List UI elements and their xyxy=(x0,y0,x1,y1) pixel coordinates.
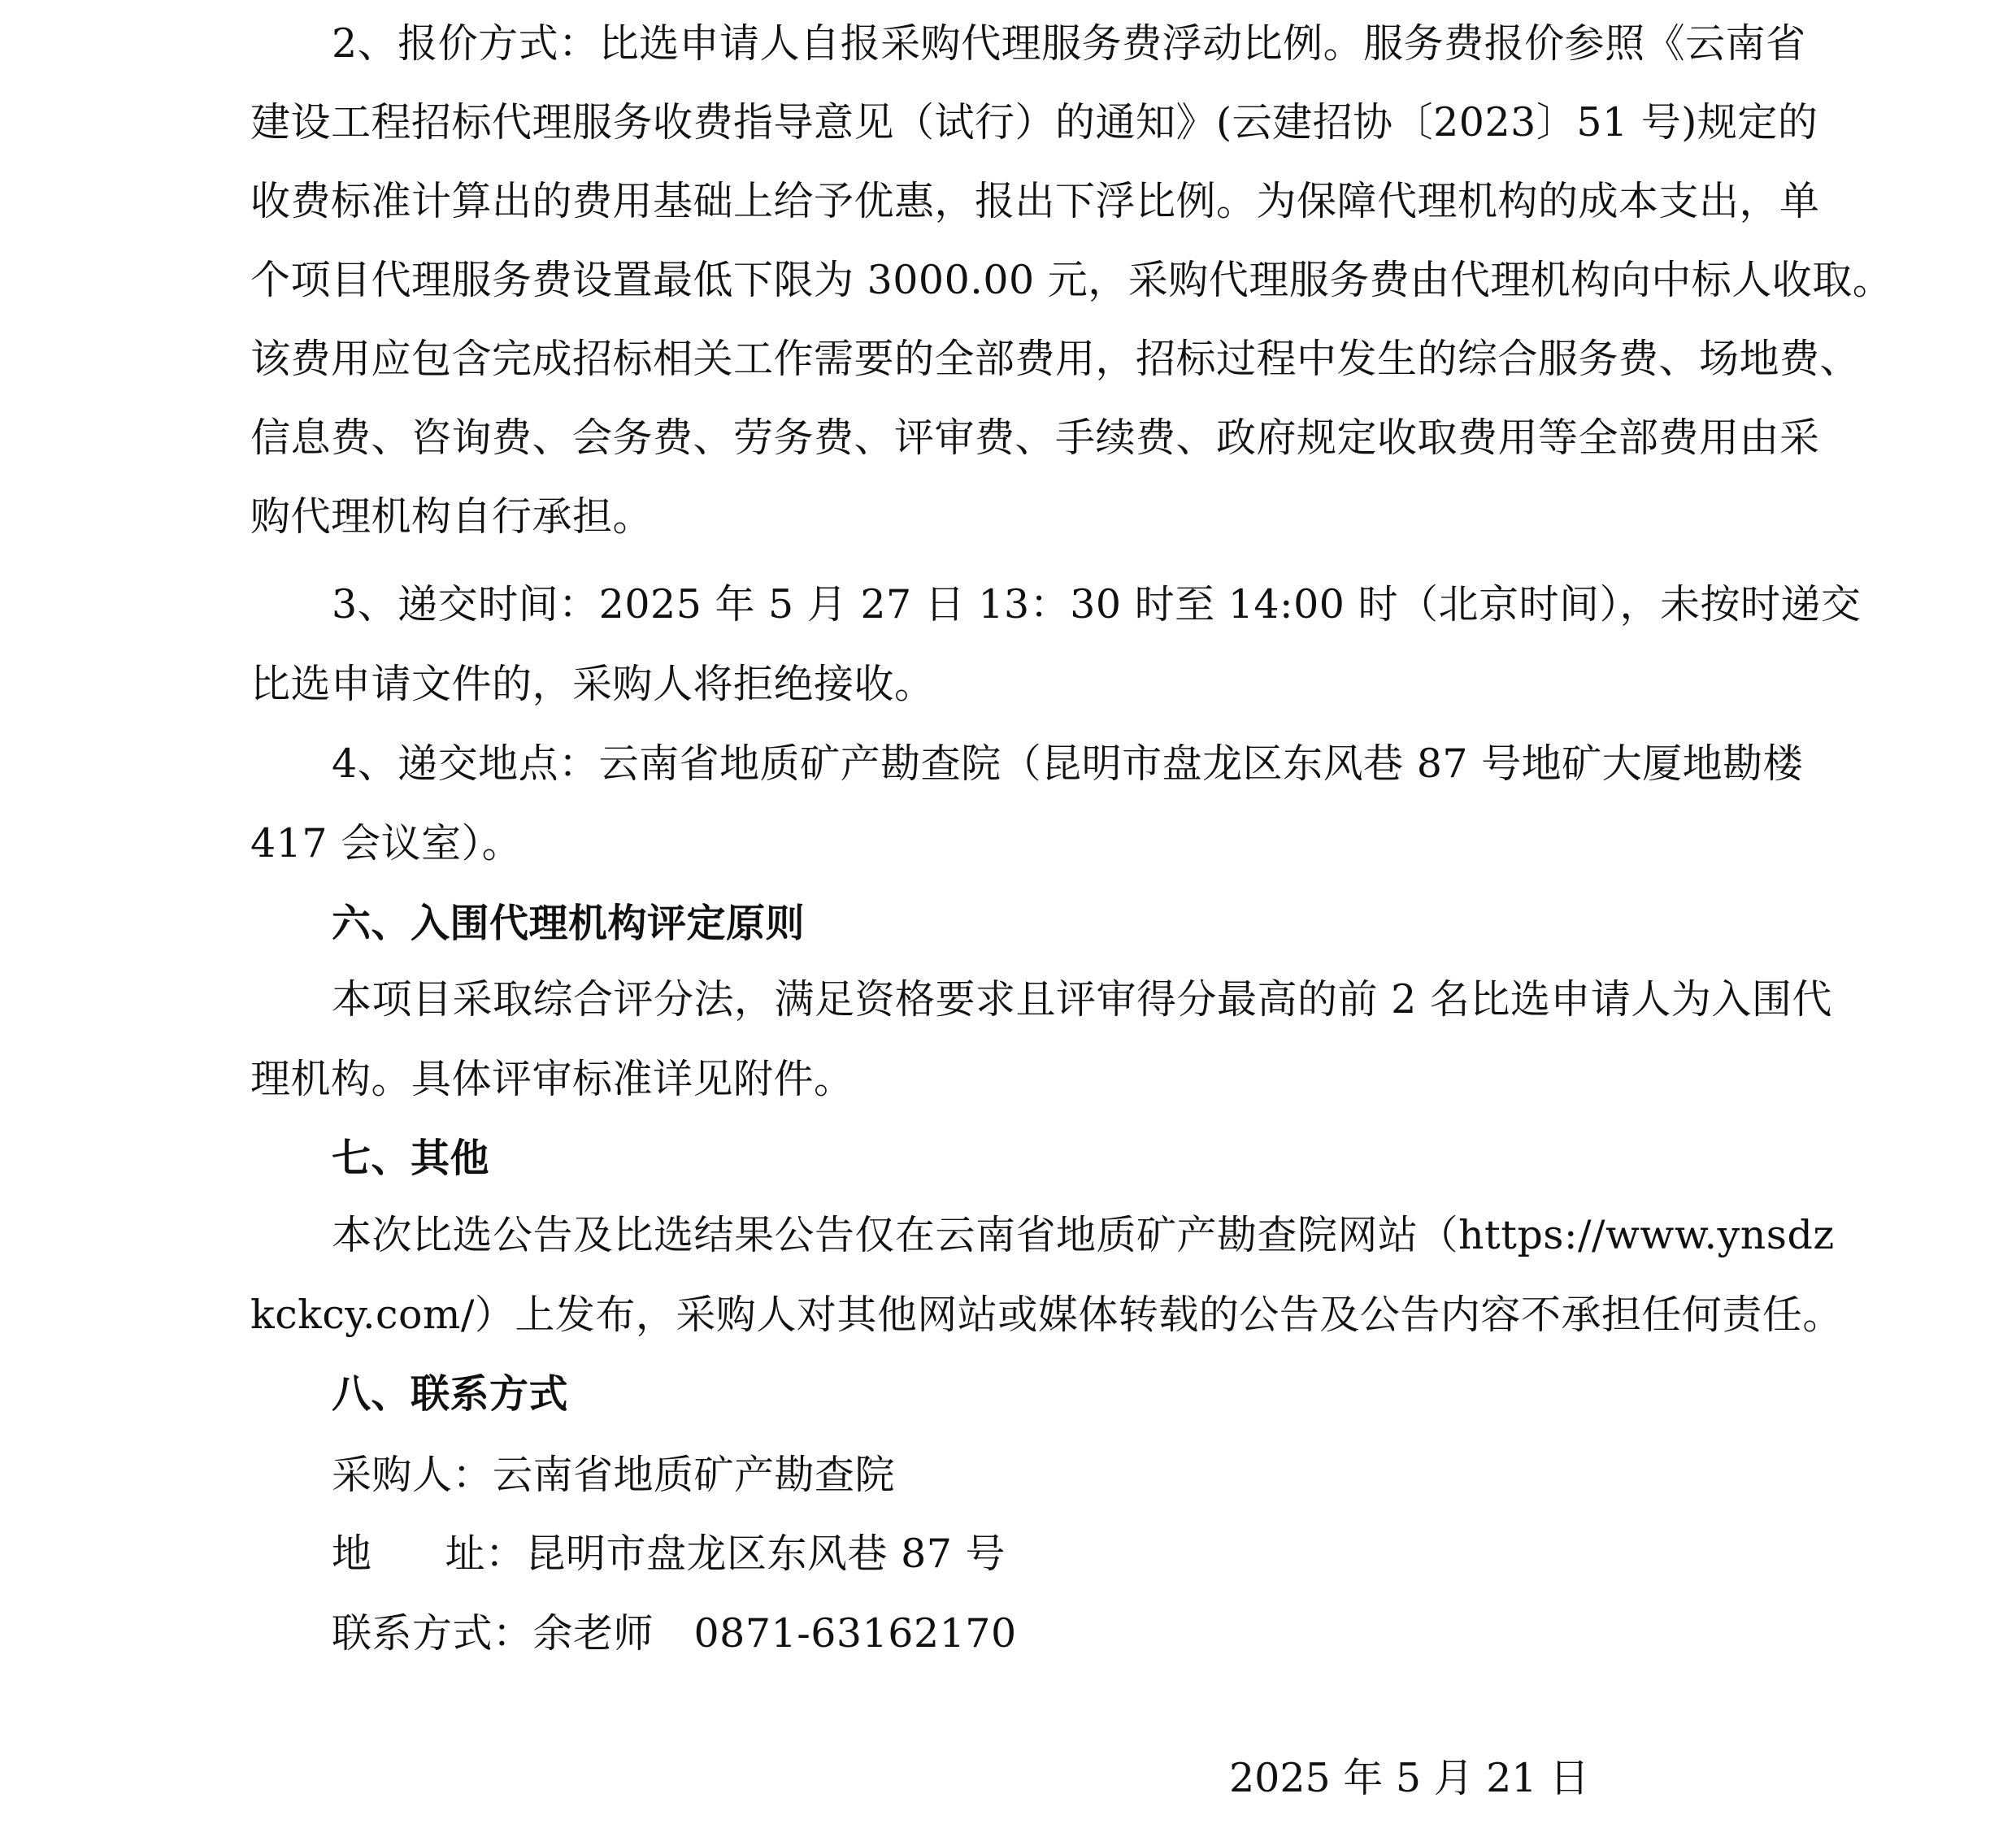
other-line-2: kckcy.com/）上发布，采购人对其他网站或媒体转载的公告及公告内容不承担任何责任。 xyxy=(250,1292,1843,1338)
section-heading-7: 七、其他 xyxy=(332,1136,490,1181)
quote-method-line-6: 信息费、咨询费、会务费、劳务费、评审费、手续费、政府规定收取费用等全部费用由采 xyxy=(250,415,1820,461)
submission-time-line-1: 3、递交时间：2025 年 5 月 27 日 13：30 时至 14:00 时（北京时间），未按时递交 xyxy=(332,581,1862,628)
quote-method-line-4: 个项目代理服务费设置最低下限为 3000.00 元，采购代理服务费由代理机构向中标人收取。 xyxy=(250,257,1893,303)
contact-address-label-start: 地 xyxy=(332,1531,372,1577)
contact-buyer: 采购人：云南省地质矿产勘查院 xyxy=(332,1452,896,1498)
submission-place-line-1: 4、递交地点：云南省地质矿产勘查院（昆明市盘龙区东风巷 87 号地矿大厦地勘楼 xyxy=(332,740,1804,787)
submission-place-line-2: 417 会议室）。 xyxy=(250,820,523,866)
contact-address-rest: 址：昆明市盘龙区东风巷 87 号 xyxy=(445,1531,1006,1577)
section-heading-6: 六、入围代理机构评定原则 xyxy=(332,901,806,946)
document-date: 2025 年 5 月 21 日 xyxy=(1229,1755,1590,1801)
other-line-1: 本次比选公告及比选结果公告仅在云南省地质矿产勘查院网站（https://www.ynsdz xyxy=(332,1212,1835,1258)
section-heading-8: 八、联系方式 xyxy=(332,1371,569,1417)
quote-method-line-1: 2、报价方式：比选申请人自报采购代理服务费浮动比例。服务费报价参照《云南省 xyxy=(332,20,1806,67)
quote-method-line-3: 收费标准计算出的费用基础上给予优惠，报出下浮比例。为保障代理机构的成本支出，单 xyxy=(250,178,1820,224)
evaluation-line-1: 本项目采取综合评分法，满足资格要求且评审得分最高的前 2 名比选申请人为入围代 xyxy=(332,976,1832,1023)
evaluation-line-2: 理机构。具体评审标准详见附件。 xyxy=(250,1056,854,1102)
submission-time-line-2: 比选申请文件的，采购人将拒绝接收。 xyxy=(250,661,935,707)
quote-method-line-7: 购代理机构自行承担。 xyxy=(250,493,654,540)
contact-phone: 联系方式：余老师 0871-63162170 xyxy=(332,1610,1017,1657)
quote-method-line-5: 该费用应包含完成招标相关工作需要的全部费用，招标过程中发生的综合服务费、场地费、 xyxy=(250,336,1861,382)
contact-address xyxy=(332,1528,1006,1580)
quote-method-line-2: 建设工程招标代理服务收费指导意见（试行）的通知》(云建招协〔2023〕51 号)规定的 xyxy=(250,99,1818,145)
